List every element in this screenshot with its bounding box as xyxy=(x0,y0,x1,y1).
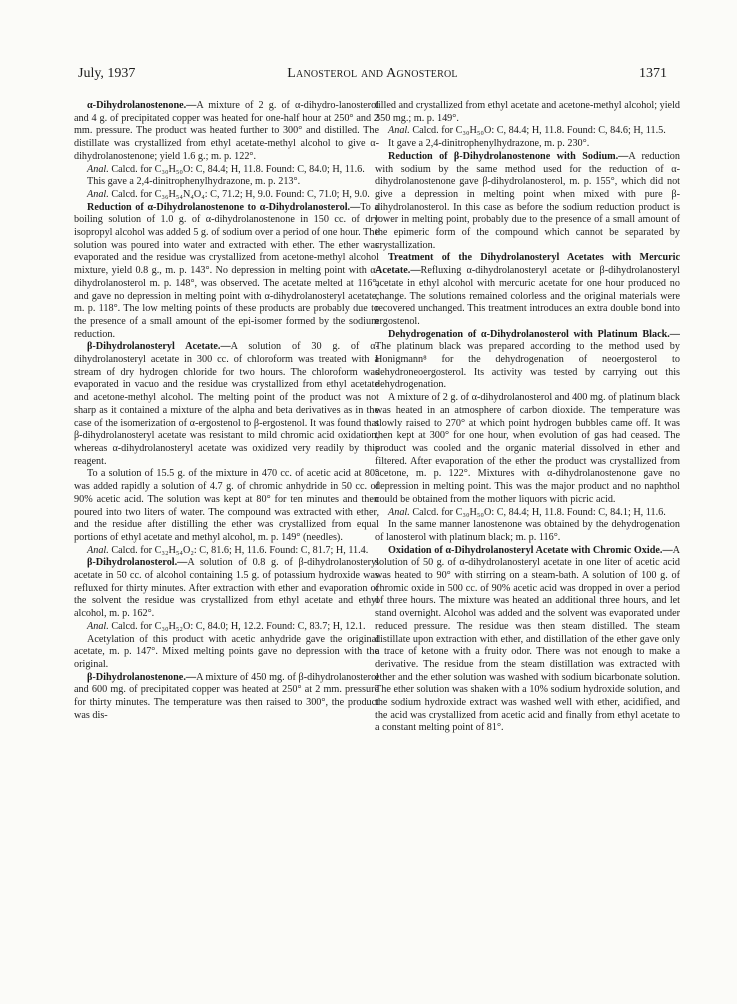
analysis-label: Anal. xyxy=(87,544,109,556)
section-heading: β-Dihydrolanostenone.— xyxy=(87,671,197,683)
paragraph-text: Calcd. for C₃₂H₅₄O₂: C, 81.6; H, 11.6. Found: C, 81.7; H, 11.4. xyxy=(111,544,369,556)
body-paragraph xyxy=(375,392,680,506)
paragraph-text: Refluxing α-dihydrolanosteryl acetate or β-dihydrolanosteryl acetate in ethyl alcohol with mercuric acetate for one hour produced no change. The solutions remained colorless and the original materials were recovered unchanged. This treatment introduces an extra double bond into ergostenol. xyxy=(375,265,680,327)
paragraph-text: A mixture of 2 g. of α-dihydrolanosterol and 400 mg. of platinum black was heated in an atmosphere of carbon dioxide. The temperature was slowly raised to 270° at which point hydrogen bubbles came off. It was then kept at 300° for one hour, when evolution of gas had ceased. The product was cooled and the organic material dissolved in ether and filtered. After evaporation of the ether the product was crystallized from acetone, m. p. 122°. Mixtures with α-dihydrolanostenone gave no depression in melting point. This was the major product and no naphthol could be obtained from the mother liquors with picric acid. xyxy=(375,392,680,505)
analysis-paragraph xyxy=(375,125,680,138)
body-paragraph xyxy=(375,100,680,125)
paragraph-text: To a boiling solution of 1.0 g. of α-dihydrolanostenone in 150 cc. of dry isopropyl alcohol was added 5 g. of sodium over a period of one hour. The solution was poured into water and extracted with ether. The ether was evaporated and the residue was crystallized from acetone-methyl alcohol mixture, yield 0.8 g., m. p. 143°. No depression in melting point with α-dihydrolanosterol m. p. 148°, was observed. The acetate melted at 116°, and gave no depression in melting point with α-dihydrolanosteryl acetate, m. p. 118°. The low melting points of these products are probably due to the presence of a small amount of the epi-isomer formed by the sodium reduction. xyxy=(74,201,379,340)
paragraph-text: Calcd. for C₃₀H₅₀O: C, 84.4; H, 11.8. Found: C, 84.1; H, 11.6. xyxy=(412,506,666,518)
paragraph-text: It gave a 2,4-dinitrophenylhydrazone, m. p. 230°. xyxy=(388,138,590,150)
section-paragraph xyxy=(375,545,680,736)
left-column xyxy=(74,100,379,722)
section-paragraph xyxy=(74,202,379,342)
analysis-paragraph xyxy=(74,545,379,558)
analysis-label: Anal. xyxy=(388,125,410,137)
analysis-paragraph xyxy=(375,507,680,520)
analysis-label: Anal. xyxy=(87,188,109,200)
section-paragraph xyxy=(74,672,379,723)
body-paragraph xyxy=(375,138,680,151)
section-paragraph xyxy=(74,557,379,621)
analysis-paragraph xyxy=(74,164,379,177)
body-paragraph xyxy=(74,634,379,672)
analysis-label: Anal. xyxy=(388,506,410,518)
analysis-label: Anal. xyxy=(87,620,109,632)
paragraph-text: Acetylation of this product with acetic anhydride gave the original acetate, m. p. 147°. Mixed melting points gave no depression with the original. xyxy=(74,633,379,670)
section-heading: Dehydrogenation of α-Dihydrolanosterol with Platinum Black.— xyxy=(388,328,680,340)
body-paragraph xyxy=(74,176,379,189)
section-heading: α-Dihydrolanostenone.— xyxy=(87,100,197,111)
paragraph-text: Calcd. for C₃₀H₅₀O: C, 84.4; H, 11.8. Found: C, 84.0; H, 11.6. xyxy=(111,163,365,175)
paragraph-text: To a solution of 15.5 g. of the mixture in 470 cc. of acetic acid at 80° was added rapidly a solution of 4.7 g. of chromic anhydride in 50 cc. of 90% acetic acid. The solution was kept at 80° for ten minutes and then poured into two liters of water. The compound was extracted with ether, and the residue after distilling the ether was crystallized from equal portions of ethyl acetate and methyl alcohol, m. p. 149° (needles). xyxy=(74,468,379,543)
page-header xyxy=(78,66,667,86)
section-paragraph xyxy=(375,252,680,328)
paragraph-text: Calcd. for C₃₆H₅₄N₄O₄: C, 71.2; H, 9.0. Found: C, 71.0; H, 9.0. xyxy=(111,188,370,200)
section-heading: Treatment of the Dihydrolanosteryl Acetates with Mercuric Acetate.— xyxy=(375,252,680,277)
analysis-paragraph xyxy=(74,621,379,634)
section-paragraph xyxy=(74,341,379,468)
paragraph-text: The platinum black was prepared according to the method used by Honigmann⁸ for the dehydrogenation of neoergosterol to dehydroneoergosterol. Its activity was tested by carrying out this dehydrogenation. xyxy=(375,341,680,391)
paragraph-text: Calcd. for C₃₀H₅₀O: C, 84.4; H, 11.8. Found: C, 84.6; H, 11.5. xyxy=(412,125,666,137)
running-title: Lanosterol and Agnosterol xyxy=(287,66,458,81)
section-heading: Oxidation of α-Dihydrolanosteryl Acetate with Chromic Oxide.— xyxy=(388,544,673,556)
right-column xyxy=(375,100,680,735)
issue-date: July, 1937 xyxy=(78,66,136,81)
section-heading: Reduction of α-Dihydrolanostenone to α-Dihydrolanosterol.— xyxy=(87,201,361,213)
paragraph-text: A solution of 0.8 g. of β-dihydrolanosteryl acetate in 50 cc. of alcohol containing 1.5 g. of potassium hydroxide was refluxed for thirty minutes. After extraction with ether and evaporation of the solvent the residue was crystallized from ethyl acetate and ethyl alcohol, m. p. 162°. xyxy=(74,557,379,620)
section-paragraph xyxy=(375,151,680,253)
paragraph-text: A solution of 30 g. of α-dihydrolanosteryl acetate in 300 cc. of chloroform was treated with a stream of dry hydrogen chloride for two hours. The chloroform was evaporated in vacuo and the residue was crystallized from ethyl acetate and acetone-methyl alcohol. The melting point of the product was not sharp as it contained a mixture of the alpha and beta derivatives as in the case of the isomerization of α-ergostenol to β-ergostenol. It was found that β-dihydrolanosteryl acetate was resistant to mild chromic acid oxidation, whereas α-dihydrolanosteryl acetate was oxidized very readily by this reagent. xyxy=(74,341,379,467)
paragraph-text: In the same manner lanostenone was obtained by the dehydrogenation of lanosterol with platinum black; m. p. 116°. xyxy=(375,519,680,543)
body-paragraph xyxy=(375,519,680,544)
page-number: 1371 xyxy=(639,66,667,81)
section-heading: β-Dihydrolanosteryl Acetate.— xyxy=(87,341,231,353)
body-paragraph xyxy=(74,468,379,544)
section-heading: Reduction of β-Dihydrolanostenone with Sodium.— xyxy=(388,150,629,162)
section-paragraph xyxy=(375,329,680,393)
paragraph-text: A mixture of 2 g. of α-dihydro-lanosterol and 4 g. of precipitated copper was heated for one-half hour at 250° and 2 mm. pressure. The product was heated further to 300° and distilled. The distillate was crystallized from ethyl acetate-methyl alcohol to give α-dihydrolanostenone; yield 1.6 g.; m. p. 122°. xyxy=(74,100,379,162)
section-heading: β-Dihydrolanosterol.— xyxy=(87,557,188,569)
analysis-label: Anal. xyxy=(87,163,109,175)
section-paragraph xyxy=(74,100,379,164)
paragraph-text: A solution of 50 g. of α-dihydrolanosteryl acetate in one liter of acetic acid was heated to 90° with stirring on a steam-bath. A solution of 100 g. of chromic oxide in 500 cc. of 90% acetic acid was dropped in over a period of three hours. The mixture was heated an additional three hours, and let stand overnight. Alcohol was added and the solvent was evaporated under reduced pressure. The residue was then steam distilled. The steam distillate upon extraction with ether, and distillation of the ether gave only a trace of ketone with a fruity odor. There was not enough to make a derivative. The residue from the steam distillation was extracted with ether and the ether solution was washed with sodium bicarbonate solution. The ether solution was shaken with a 10% sodium hydroxide solution, and the sodium hydroxide extract was washed well with ether, acidified, and the acid was crystallized from acetic acid and finally from ethyl acetate to a constant melting point of 81°. xyxy=(375,544,680,734)
paragraph-text: A mixture of 450 mg. of β-dihydrolanosterol and 600 mg. of precipitated copper was heated at 250° at 2 mm. pressure for thirty minutes. The temperature was then raised to 300°, the product was dis- xyxy=(74,671,379,721)
analysis-paragraph xyxy=(74,189,379,202)
paragraph-text: tilled and crystallized from ethyl acetate and acetone-methyl alcohol; yield 350 mg.; m. p. 149°. xyxy=(375,100,680,124)
paragraph-text: A reduction with sodium by the same method used for the reduction of α-dihydrolanostenone gave β-dihydrolanosterol, m. p. 155°, which did not give a depression in melting point when mixed with pure β-dihydrolanosterol. In this case as before the sodium reduction product is lower in melting point, probably due to the presence of a small amount of the epimeric form of the compound which cannot be separated by crystallization. xyxy=(375,150,680,251)
paragraph-text: This gave a 2,4-dinitrophenylhydrazone, m. p. 213°. xyxy=(87,176,301,188)
paragraph-text: Calcd. for C₃₀H₅₂O: C, 84.0; H, 12.2. Found: C, 83.7; H, 12.1. xyxy=(111,620,366,632)
